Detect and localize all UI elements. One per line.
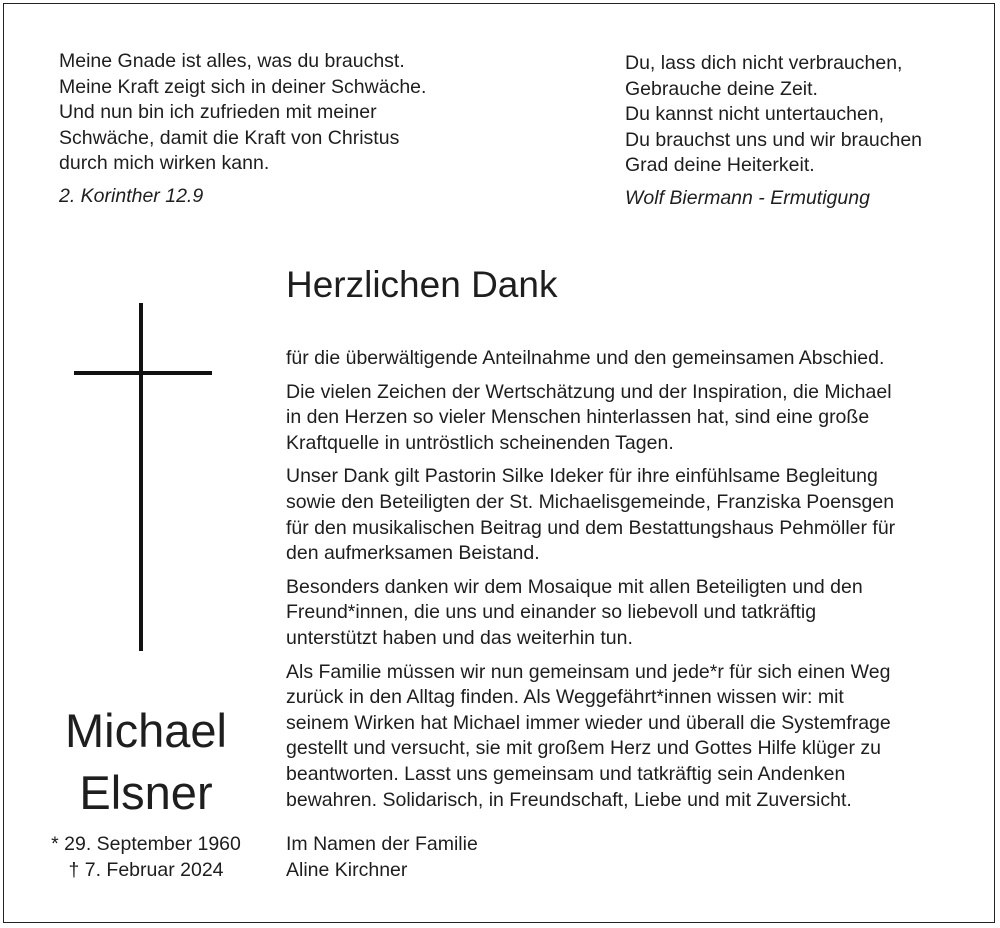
cross-horizontal-bar [74, 371, 212, 375]
life-dates [40, 832, 252, 883]
text-line: den aufmerksamen Beistand. [286, 542, 540, 565]
quote-left-source: 2. Korinther 12.9 [59, 184, 204, 207]
quote-left-line: Und nun bin ich zufrieden mit meiner [59, 101, 377, 124]
quote-right-line: Grad deine Heiterkeit. [625, 154, 815, 177]
signer-name: Aline Kirchner [286, 858, 408, 881]
text-line: Als Familie müssen wir nun gemeinsam und jede*r für sich einen Weg [286, 660, 891, 683]
text-line: gestellt und versucht, sie mit großem Herz und Gottes Hilfe klüger zu [286, 737, 881, 760]
cross-icon [74, 303, 212, 651]
quote-left-line: Meine Gnade ist alles, was du brauchst. [59, 50, 405, 72]
text-line: in den Herzen so vieler Menschen hinterlassen hat, sind eine große [286, 406, 870, 429]
quote-left-line: durch mich wirken kann. [59, 152, 270, 175]
quote-left-line: Meine Kraft zeigt sich in deiner Schwäche. [59, 75, 427, 98]
text-line: Kraftquelle in untröstlich scheinenden Tagen. [286, 431, 674, 454]
cross-vertical-bar [139, 303, 143, 651]
text-line: für die überwältigende Anteilnahme und den gemeinsamen Abschied. [286, 347, 885, 369]
paragraph [286, 660, 976, 814]
text-line: unterstützt haben und das weiterhin tun. [286, 626, 633, 649]
quote-left [59, 49, 426, 210]
paragraph [286, 346, 976, 372]
text-line: Freund*innen, die uns und einander so liebevoll und tatkräftig [286, 601, 817, 624]
text-line: Besonders danken wir dem Mosaique mit allen Beteiligten und den [286, 575, 863, 598]
quote-right-line: Du kannst nicht untertauchen, [625, 103, 885, 126]
text-line: beantworten. Lasst uns gemeinsam und tatkräftig sein Andenken [286, 762, 846, 785]
death-date: † 7. Februar 2024 [68, 858, 224, 881]
quote-right-line: Du, lass dich nicht verbrauchen, [625, 52, 903, 74]
deceased-name [40, 700, 252, 824]
paragraph [286, 575, 976, 652]
paragraph [286, 464, 976, 566]
quote-right-line: Gebrauche deine Zeit. [625, 77, 818, 100]
first-name: Michael [65, 704, 227, 757]
quote-right-source: Wolf Biermann - Ermutigung [625, 186, 870, 209]
body-text [286, 346, 976, 821]
text-line: sowie den Beteiligten der St. Michaelisgemeinde, Franziska Poensgen [286, 490, 895, 513]
paragraph [286, 380, 976, 457]
text-line: zurück in den Alltag finden. Als Weggefährt*innen wissen wir: mit [286, 686, 844, 709]
text-line: Die vielen Zeichen der Wertschätzung und der Inspiration, die Michael [286, 380, 892, 403]
birth-date: * 29. September 1960 [51, 833, 241, 855]
signature-line: Im Namen der Familie [286, 833, 478, 855]
last-name: Elsner [79, 766, 213, 819]
quote-right-line: Du brauchst uns und wir brauchen [625, 128, 923, 151]
text-line: für den musikalischen Beitrag und dem Bestattungshaus Pehmöller für [286, 516, 896, 539]
quote-right [625, 51, 922, 212]
text-line: seinem Wirken hat Michael immer wieder und überall die Systemfrage [286, 711, 891, 734]
text-line: bewahren. Solidarisch, in Freundschaft, Liebe und mit Zuversicht. [286, 788, 852, 811]
text-line: Unser Dank gilt Pastorin Silke Ideker für ihre einfühlsame Begleitung [286, 465, 878, 488]
page-title: Herzlichen Dank [286, 264, 558, 305]
signature [286, 832, 478, 883]
quote-left-line: Schwäche, damit die Kraft von Christus [59, 126, 400, 149]
